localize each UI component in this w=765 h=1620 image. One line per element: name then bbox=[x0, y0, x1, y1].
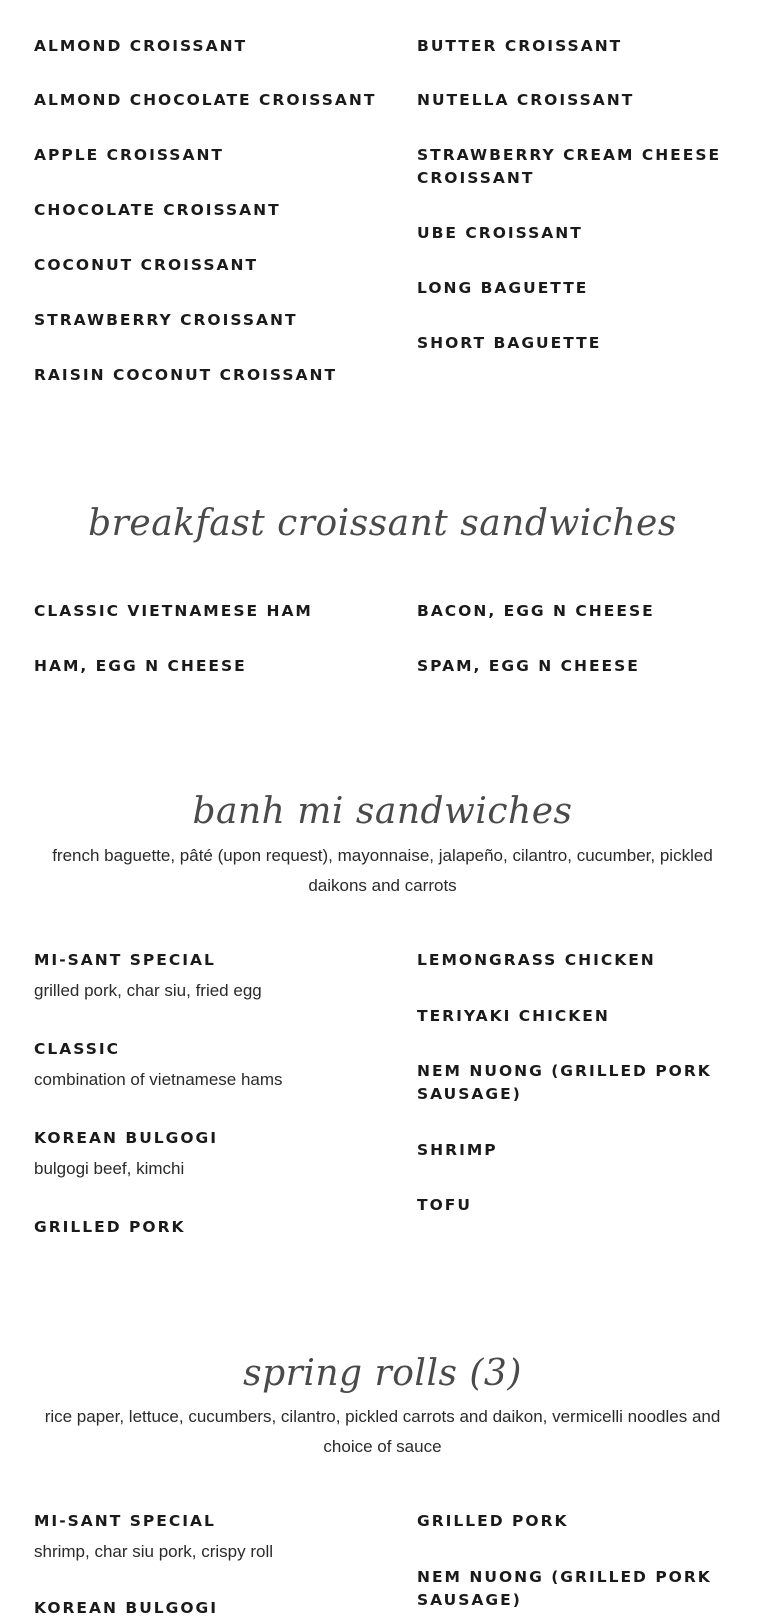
menu-item-description: grilled pork, char siu, fried egg bbox=[34, 981, 262, 1000]
menu-item-name: BACON, EGG N CHEESE bbox=[417, 602, 655, 620]
menu-item-name: KOREAN BULGOGI bbox=[34, 1599, 219, 1617]
menu-item bbox=[417, 144, 737, 190]
menu-item bbox=[417, 1060, 737, 1106]
menu-item bbox=[417, 332, 737, 355]
menu-item-name: CLASSIC bbox=[34, 1040, 121, 1058]
menu-item bbox=[34, 364, 384, 387]
menu-item-name: SHRIMP bbox=[417, 1141, 498, 1159]
menu-item-name: ALMOND CROISSANT bbox=[34, 37, 248, 55]
menu-item bbox=[34, 1038, 384, 1091]
menu-item bbox=[34, 1216, 384, 1239]
section-subtitle-banh-mi: french baguette, pâté (upon request), mayonnaise, jalapeño, cilantro, cucumber, pickled daikons and carrots bbox=[52, 846, 713, 895]
menu-item bbox=[34, 600, 384, 623]
menu-item-name: CLASSIC VIETNAMESE HAM bbox=[34, 602, 313, 620]
menu-item-name: HAM, EGG N CHEESE bbox=[34, 657, 247, 675]
menu-item bbox=[34, 254, 384, 277]
menu-item-name: GRILLED PORK bbox=[34, 1218, 186, 1236]
menu-item-description: bulgogi beef, kimchi bbox=[34, 1159, 185, 1178]
menu-item bbox=[417, 1566, 737, 1612]
menu-item bbox=[34, 144, 384, 167]
menu-item bbox=[417, 655, 737, 678]
menu-item bbox=[417, 600, 737, 623]
menu-item-name: UBE CROISSANT bbox=[417, 224, 583, 242]
menu-item bbox=[34, 1597, 384, 1620]
menu-item-name: CHOCOLATE CROISSANT bbox=[34, 201, 281, 219]
menu-item-name: GRILLED PORK bbox=[417, 1512, 569, 1530]
menu-item bbox=[34, 35, 384, 58]
menu-item bbox=[34, 655, 384, 678]
menu-item bbox=[417, 1194, 737, 1217]
menu-item-name: KOREAN BULGOGI bbox=[34, 1129, 219, 1147]
section-title-banh-mi: banh mi sandwiches bbox=[192, 791, 573, 832]
menu-item bbox=[417, 222, 737, 245]
menu-item-name: NEM NUONG (GRILLED PORK SAUSAGE) bbox=[417, 1568, 712, 1609]
menu-item-name: SHORT BAGUETTE bbox=[417, 334, 602, 352]
menu-item-name: MI-SANT SPECIAL bbox=[34, 1512, 216, 1530]
menu-item-name: STRAWBERRY CREAM CHEESE CROISSANT bbox=[417, 146, 722, 187]
section-title-breakfast: breakfast croissant sandwiches bbox=[88, 503, 677, 544]
menu-item-name: SPAM, EGG N CHEESE bbox=[417, 657, 640, 675]
menu-item bbox=[34, 1510, 384, 1563]
section-title-spring-rolls: spring rolls (3) bbox=[243, 1353, 522, 1394]
menu-item-name: COCONUT CROISSANT bbox=[34, 256, 259, 274]
menu-item-name: ALMOND CHOCOLATE CROISSANT bbox=[34, 91, 377, 109]
menu-item-name: RAISIN COCONUT CROISSANT bbox=[34, 366, 338, 384]
menu-item-name: LONG BAGUETTE bbox=[417, 279, 589, 297]
menu-item-name: STRAWBERRY CROISSANT bbox=[34, 311, 298, 329]
menu-item-name: MI-SANT SPECIAL bbox=[34, 951, 216, 969]
menu-item-name: LEMONGRASS CHICKEN bbox=[417, 951, 656, 969]
section-subtitle-spring-rolls: rice paper, lettuce, cucumbers, cilantro, pickled carrots and daikon, vermicelli noodles and choice of sauce bbox=[44, 1407, 721, 1456]
menu-item bbox=[34, 309, 384, 332]
menu-item-name: APPLE CROISSANT bbox=[34, 146, 225, 164]
menu-item bbox=[417, 277, 737, 300]
menu-item-name: NEM NUONG (GRILLED PORK SAUSAGE) bbox=[417, 1062, 712, 1103]
menu-item bbox=[34, 199, 384, 222]
menu-item bbox=[417, 1510, 737, 1533]
menu-item bbox=[34, 1127, 384, 1180]
menu-item-description: combination of vietnamese hams bbox=[34, 1070, 283, 1089]
menu-item bbox=[417, 1139, 737, 1162]
menu-item bbox=[34, 89, 384, 112]
menu-item-name: TERIYAKI CHICKEN bbox=[417, 1007, 610, 1025]
menu-item-name: NUTELLA CROISSANT bbox=[417, 91, 635, 109]
menu-item bbox=[34, 949, 384, 1002]
menu-item bbox=[417, 1005, 737, 1028]
menu-item-name: TOFU bbox=[417, 1196, 472, 1214]
menu-item-description: shrimp, char siu pork, crispy roll bbox=[34, 1542, 274, 1561]
menu-item bbox=[417, 89, 737, 112]
menu-item bbox=[417, 35, 737, 58]
menu-item-name: BUTTER CROISSANT bbox=[417, 37, 623, 55]
menu-item bbox=[417, 949, 737, 972]
